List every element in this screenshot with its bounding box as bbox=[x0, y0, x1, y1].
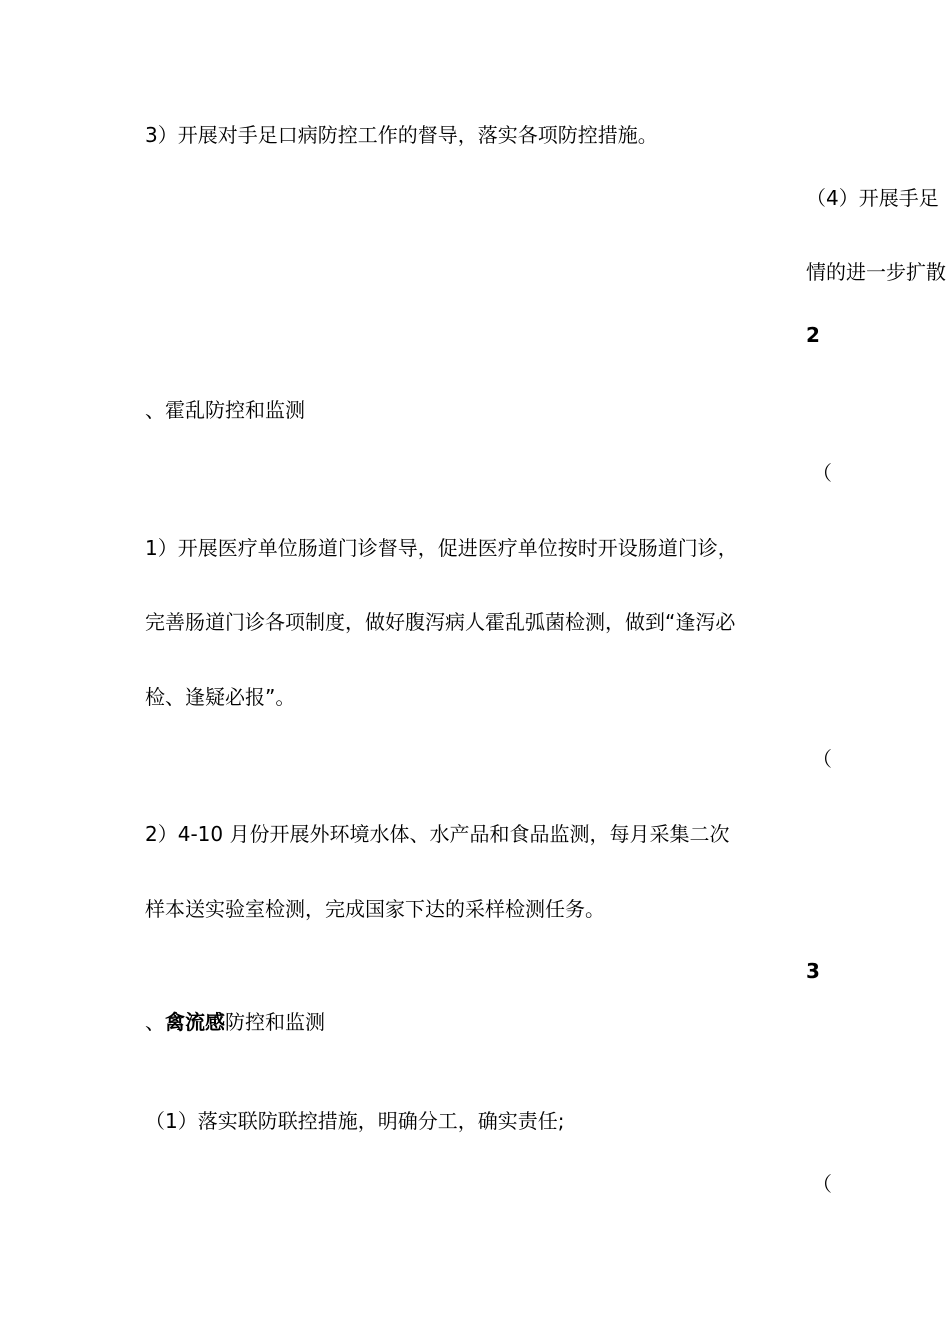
paragraph-line: 检、逢疑必报”。 bbox=[145, 685, 296, 709]
paragraph-line: 3）开展对手足口病防控工作的督导，落实各项防控措施。 bbox=[145, 123, 658, 147]
paragraph-line: （1）落实联防联控措施，明确分工，确实责任; bbox=[145, 1109, 565, 1133]
paragraph-line: 情的进一步扩散 bbox=[806, 260, 946, 284]
paragraph-line: （ bbox=[812, 1172, 832, 1196]
heading-separator: 、 bbox=[145, 1010, 165, 1034]
paragraph-line: 样本送实验室检测，完成国家下达的采样检测任务。 bbox=[145, 897, 605, 921]
section-heading: 、霍乱防控和监测 bbox=[145, 398, 305, 422]
paragraph-line: （ bbox=[812, 747, 832, 771]
section-heading bbox=[145, 1008, 325, 1036]
paragraph-line: 完善肠道门诊各项制度，做好腹泻病人霍乱弧菌检测，做到“逢泻必 bbox=[145, 610, 736, 634]
paragraph-line: （ bbox=[812, 461, 832, 485]
paragraph-line: （4）开展手足 bbox=[806, 186, 939, 210]
section-number: 2 bbox=[806, 323, 820, 347]
heading-bold-term: 禽流感 bbox=[165, 1010, 225, 1034]
heading-rest: 防控和监测 bbox=[225, 1010, 325, 1034]
section-number: 3 bbox=[806, 959, 820, 983]
paragraph-line: 2）4-10 月份开展外环境水体、水产品和食品监测，每月采集二次 bbox=[145, 822, 730, 846]
paragraph-line: 1）开展医疗单位肠道门诊督导，促进医疗单位按时开设肠道门诊， bbox=[145, 536, 738, 560]
